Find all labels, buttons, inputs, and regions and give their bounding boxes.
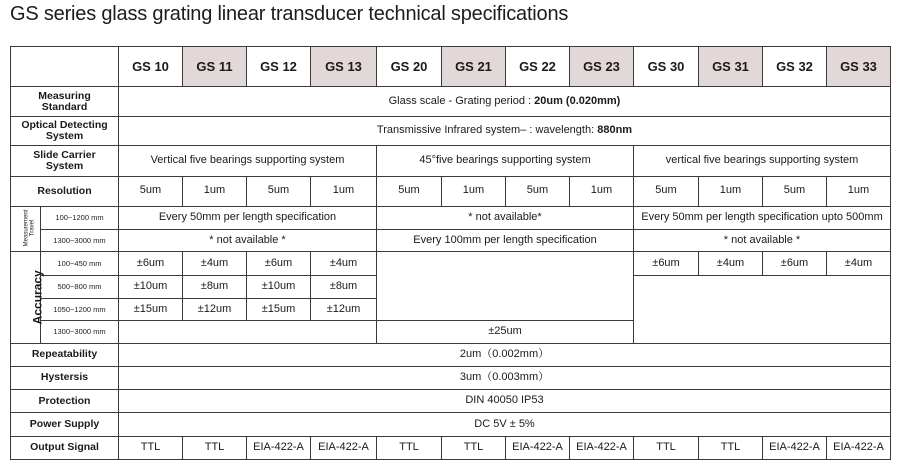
hysteresis-row	[11, 366, 891, 389]
travel-row-2	[11, 230, 891, 252]
model-header: GS 23	[570, 47, 634, 87]
row-label	[11, 87, 119, 116]
model-header: GS 22	[506, 47, 570, 87]
output-cell: TTL	[377, 436, 442, 459]
optical-value	[119, 116, 891, 145]
travel-group-1: * not available *	[119, 230, 377, 252]
resolution-cell: 5um	[763, 176, 827, 206]
accuracy-cell: ±6um	[634, 252, 699, 275]
slide-group-3: vertical five bearings supporting system	[634, 146, 891, 176]
accuracy-cell: ±6um	[119, 252, 183, 275]
label-line: Measuring	[38, 89, 91, 102]
accuracy-cell: ±12um	[311, 299, 377, 321]
accuracy-label	[11, 252, 45, 343]
protection-value: DIN 40050 IP53	[119, 390, 891, 413]
range-label: 100~450 mm	[41, 252, 119, 275]
accuracy-cell: ±25um	[377, 321, 634, 343]
resolution-cell: 1um	[311, 176, 377, 206]
travel-label	[11, 206, 41, 252]
model-header: GS 21	[442, 47, 506, 87]
slide-group-1: Vertical five bearings supporting system	[119, 146, 377, 176]
range-label: 500~800 mm	[41, 275, 119, 298]
range-label: 1050~1200 mm	[41, 299, 119, 321]
optical-row	[11, 116, 891, 145]
resolution-row	[11, 176, 891, 206]
accuracy-cell: ±10um	[119, 275, 183, 298]
row-label: Output Signal	[11, 436, 119, 459]
model-header: GS 11	[183, 47, 247, 87]
resolution-cell: 1um	[442, 176, 506, 206]
slide-group-2: 45°five bearings supporting system	[377, 146, 634, 176]
output-cell: EIA-422-A	[506, 436, 570, 459]
row-label: Power Supply	[11, 413, 119, 436]
spec-table	[10, 46, 891, 460]
value-text: Transmissive Infrared system– : wavelength:	[376, 124, 595, 137]
row-label	[11, 146, 119, 176]
label-line: Standard	[41, 100, 88, 113]
travel-group-2: * not available*	[377, 206, 634, 229]
accuracy-cell: ±6um	[763, 252, 827, 275]
travel-group-2: Every 100mm per length specification	[377, 230, 634, 252]
accuracy-cell: ±6um	[247, 252, 311, 275]
header-corner	[11, 47, 119, 87]
hysteresis-value: 3um（0.003mm）	[119, 366, 891, 389]
accuracy-cell: ±4um	[311, 252, 377, 275]
output-cell: EIA-422-A	[763, 436, 827, 459]
resolution-cell: 5um	[634, 176, 699, 206]
slide-carrier-row	[11, 146, 891, 176]
resolution-cell: 5um	[119, 176, 183, 206]
power-value: DC 5V ± 5%	[119, 413, 891, 436]
resolution-cell: 5um	[247, 176, 311, 206]
value-bold: 880nm	[597, 124, 633, 137]
model-header: GS 30	[634, 47, 699, 87]
model-header: GS 13	[311, 47, 377, 87]
resolution-cell: 1um	[183, 176, 247, 206]
repeatability-value: 2um（0.002mm）	[119, 343, 891, 366]
protection-row	[11, 390, 891, 413]
label-line: System	[45, 159, 84, 172]
accuracy-cell: ±10um	[247, 275, 311, 298]
accuracy-empty-block	[377, 252, 634, 321]
travel-group-1: Every 50mm per length specification	[119, 206, 377, 229]
model-header: GS 12	[247, 47, 311, 87]
row-label: Protection	[11, 390, 119, 413]
page-title: GS series glass grating linear transducer technical specifications	[10, 3, 569, 25]
accuracy-cell: ±4um	[183, 252, 247, 275]
accuracy-cell: ±8um	[183, 275, 247, 298]
model-header: GS 33	[827, 47, 891, 87]
row-label	[11, 116, 119, 145]
output-cell: TTL	[183, 436, 247, 459]
output-cell: EIA-422-A	[311, 436, 377, 459]
accuracy-label-text: Accuracy	[30, 269, 45, 325]
resolution-cell: 1um	[827, 176, 891, 206]
output-cell: TTL	[634, 436, 699, 459]
model-header: GS 31	[699, 47, 763, 87]
resolution-cell: 5um	[377, 176, 442, 206]
label-line: System	[45, 130, 84, 142]
travel-group-3: * not available *	[634, 230, 891, 252]
accuracy-cell: ±15um	[119, 299, 183, 321]
accuracy-cell: ±4um	[699, 252, 763, 275]
label-line: Travel	[29, 220, 36, 237]
value-text: Glass scale - Grating period :	[388, 94, 532, 107]
label-line: Slide Carrier	[33, 148, 96, 161]
row-label: Repeatability	[11, 343, 119, 366]
row-label: Hystersis	[11, 366, 119, 389]
repeatability-row	[11, 343, 891, 366]
model-header: GS 20	[377, 47, 442, 87]
output-cell: EIA-422-A	[570, 436, 634, 459]
measuring-standard-row	[11, 87, 891, 116]
resolution-cell: 1um	[699, 176, 763, 206]
range-label: 100~1200 mm	[41, 206, 119, 229]
accuracy-row-1	[11, 252, 891, 275]
travel-group-3: Every 50mm per length specification upto 500mm	[634, 206, 891, 229]
label-line: Measurement	[23, 210, 30, 247]
measuring-standard-value	[119, 87, 891, 116]
accuracy-cell: ±15um	[247, 299, 311, 321]
range-label: 1300~3000 mm	[41, 230, 119, 252]
output-cell: TTL	[699, 436, 763, 459]
output-cell: TTL	[119, 436, 183, 459]
accuracy-empty-block	[634, 275, 891, 343]
resolution-cell: 5um	[506, 176, 570, 206]
accuracy-cell: ±4um	[827, 252, 891, 275]
model-header: GS 32	[763, 47, 827, 87]
travel-row-1	[11, 206, 891, 229]
output-cell: EIA-422-A	[247, 436, 311, 459]
header-row	[11, 47, 891, 87]
output-cell: TTL	[442, 436, 506, 459]
accuracy-cell: ±8um	[311, 275, 377, 298]
range-label: 1300~3000 mm	[41, 321, 119, 343]
accuracy-empty-block	[119, 321, 377, 343]
power-row	[11, 413, 891, 436]
output-cell: EIA-422-A	[827, 436, 891, 459]
output-row	[11, 436, 891, 459]
accuracy-cell: ±12um	[183, 299, 247, 321]
label-line: Optical Detecting	[21, 118, 108, 131]
value-bold: 20um (0.020mm)	[534, 94, 621, 107]
resolution-cell: 1um	[570, 176, 634, 206]
model-header: GS 10	[119, 47, 183, 87]
row-label: Resolution	[11, 176, 119, 206]
